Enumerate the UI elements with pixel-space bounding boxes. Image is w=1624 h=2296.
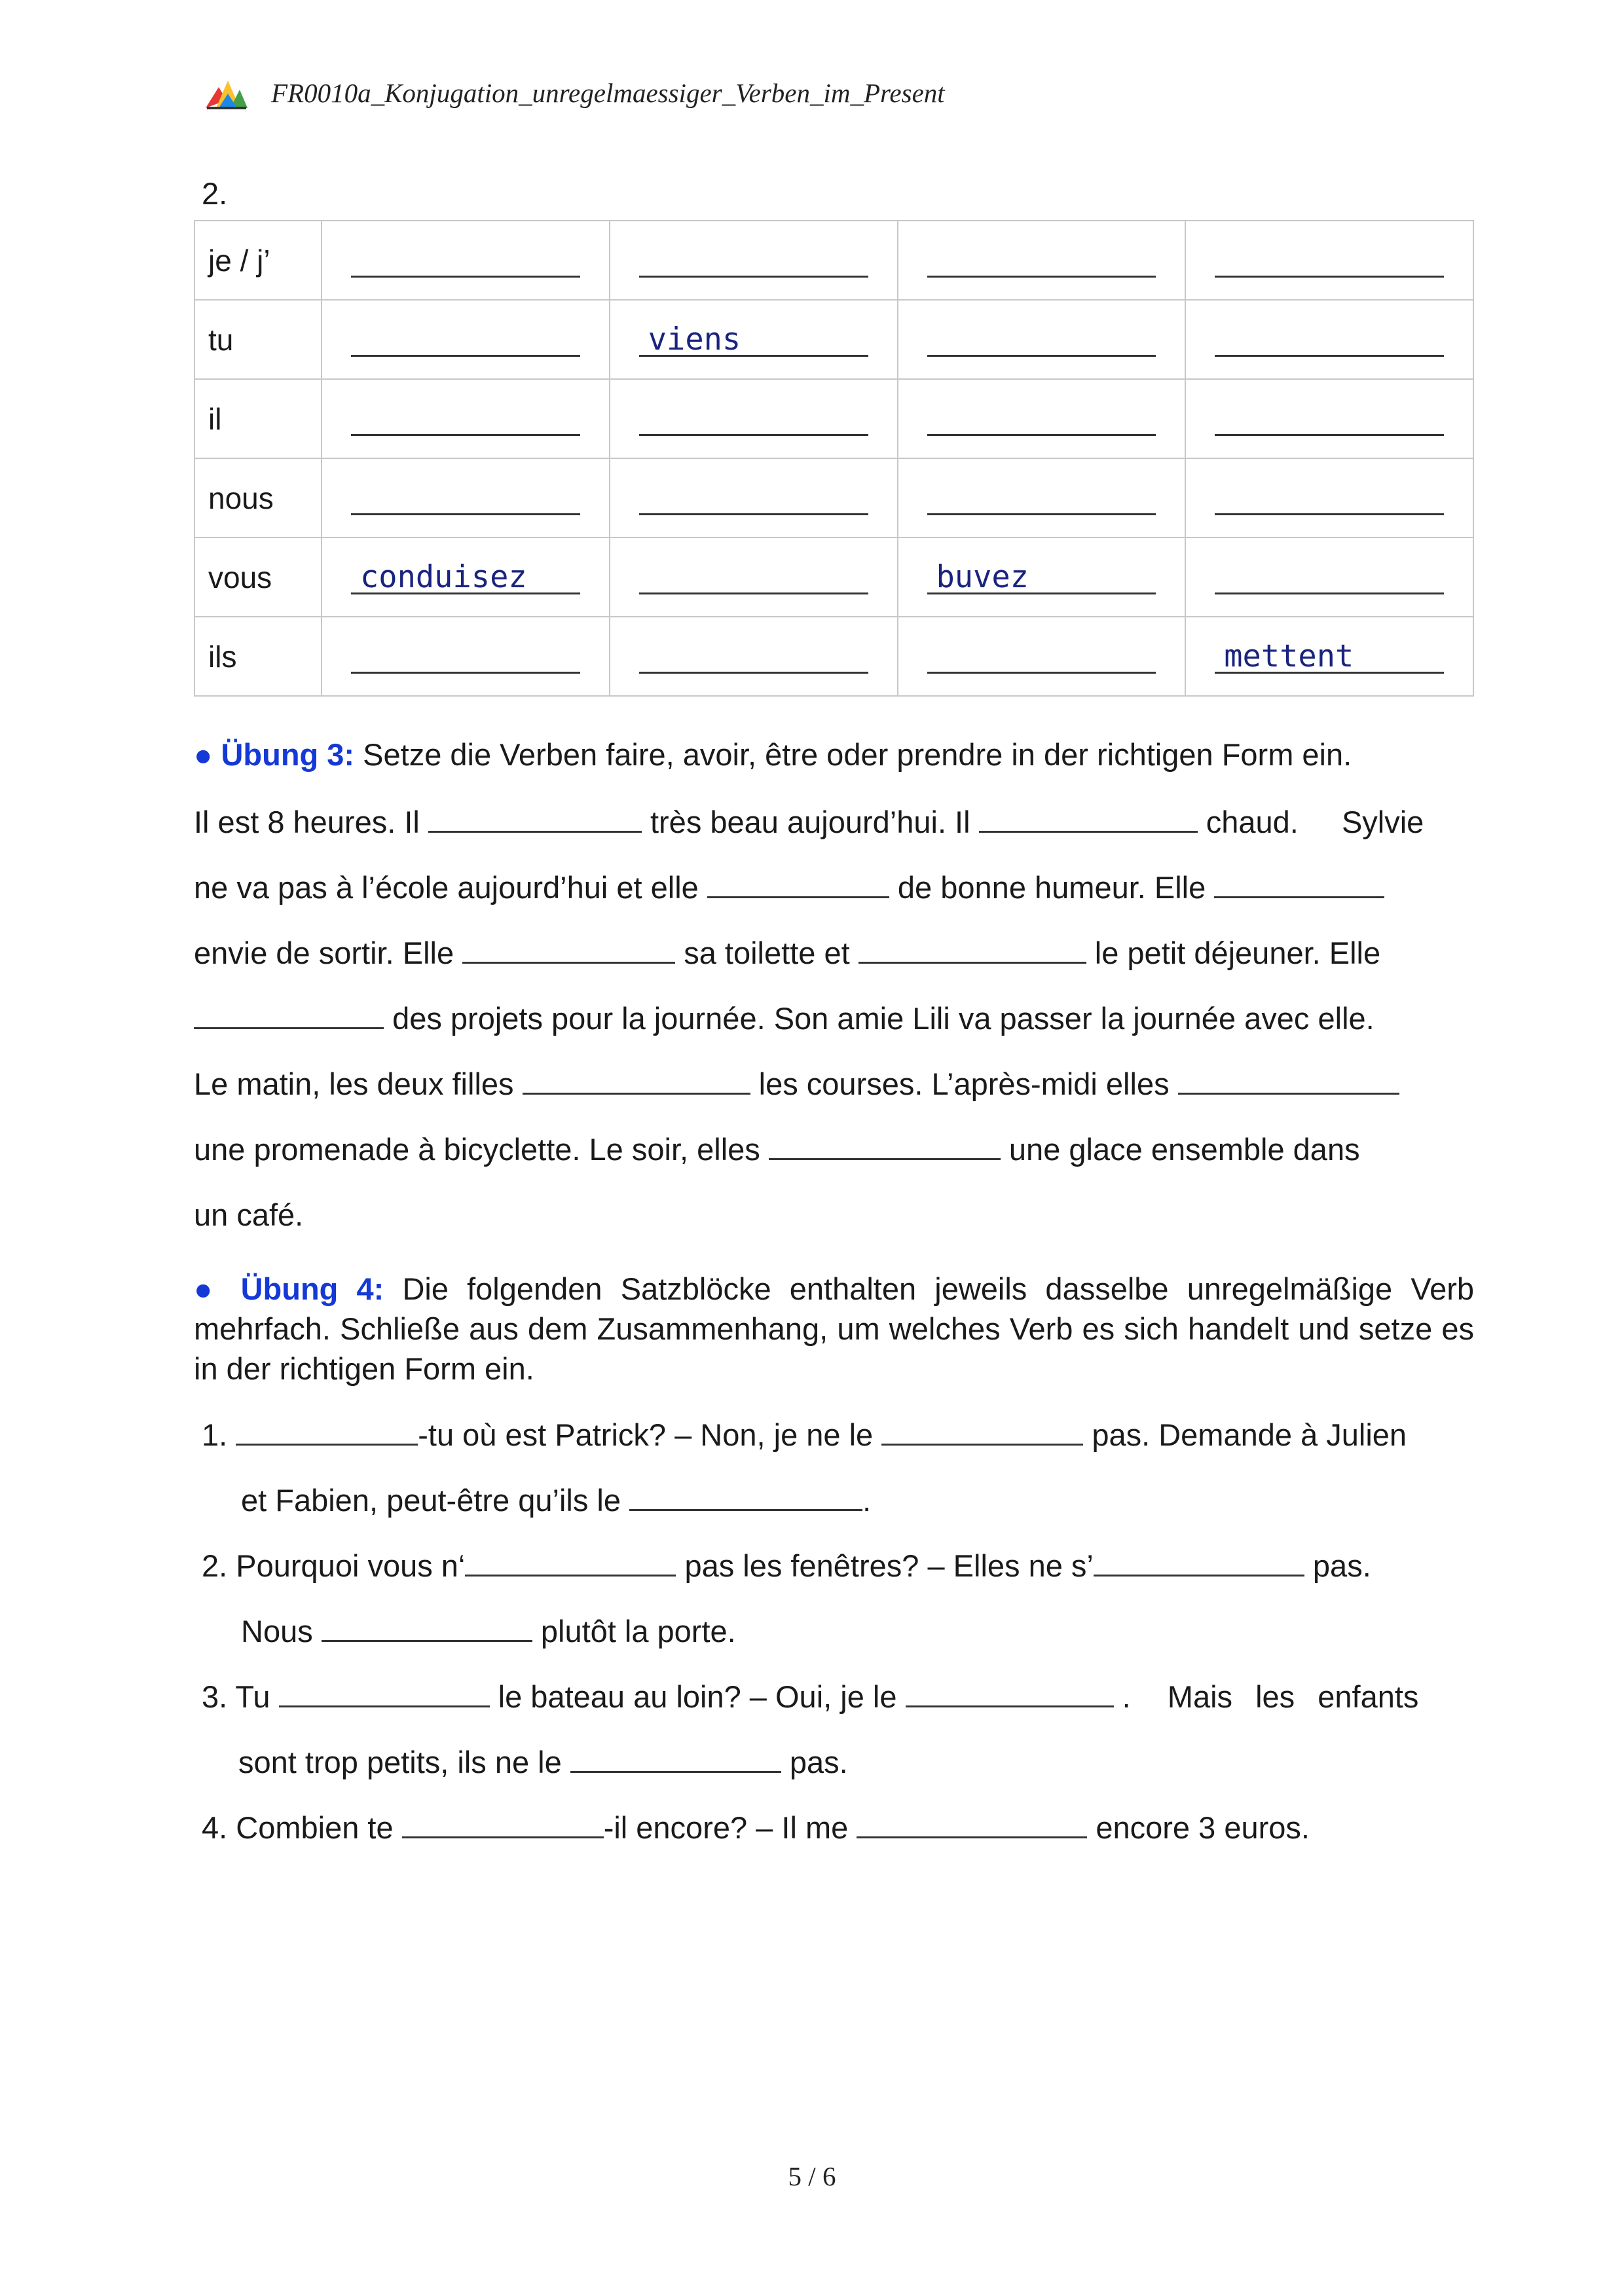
answer-cell[interactable]: [322, 538, 610, 617]
answer-cell[interactable]: [610, 617, 898, 696]
exercise-3-line: [194, 920, 1474, 986]
answer-cell[interactable]: [1185, 538, 1473, 617]
text: Combien te: [236, 1810, 394, 1845]
blank-input[interactable]: [236, 1415, 418, 1446]
answer-cell[interactable]: [610, 221, 898, 300]
text: Il est 8 heures. Il: [194, 805, 420, 839]
blank-input[interactable]: [1214, 867, 1384, 898]
exercise-4-item: [202, 1533, 1474, 1599]
exercise-3-line: [194, 1182, 1474, 1248]
blank-input[interactable]: [322, 1611, 532, 1642]
blank-input[interactable]: [769, 1129, 1001, 1160]
text: Pourquoi vous n‘: [236, 1548, 466, 1583]
answer-cell[interactable]: [898, 379, 1186, 458]
exercise-4-item: [202, 1402, 1474, 1468]
handwritten-answer: mettent: [1224, 638, 1354, 674]
answer-cell[interactable]: [898, 617, 1186, 696]
exercise-4-intro: [194, 1269, 1474, 1389]
table-row: [194, 379, 1473, 458]
exercise-3-heading: [194, 735, 1352, 774]
blank-input[interactable]: [402, 1808, 604, 1838]
answer-cell[interactable]: [1185, 221, 1473, 300]
text: .: [862, 1483, 872, 1518]
blank-line: [1215, 513, 1444, 515]
blank-line: [1215, 355, 1444, 357]
blank-line: [927, 355, 1156, 357]
answer-cell[interactable]: [610, 379, 898, 458]
exercise-4-item: [202, 1795, 1474, 1861]
exercise-4-label: Übung 4:: [240, 1271, 384, 1306]
blank-line: [639, 276, 868, 278]
item-number: 3.: [202, 1679, 228, 1714]
exercise-3-label: Übung 3:: [221, 737, 355, 772]
text: pas.: [789, 1745, 848, 1779]
answer-cell[interactable]: [322, 617, 610, 696]
exercise-3-line: [194, 855, 1474, 920]
blank-line: [351, 513, 580, 515]
text: pas. Demande à Julien: [1092, 1417, 1407, 1452]
page-number: 5 / 6: [788, 2161, 836, 2191]
answer-cell[interactable]: [898, 458, 1186, 538]
blank-line: [351, 276, 580, 278]
pronoun-cell: vous: [194, 538, 322, 617]
blank-line: [1215, 276, 1444, 278]
blank-line: [927, 434, 1156, 436]
text: chaud.: [1206, 805, 1299, 839]
page-header: [204, 73, 945, 113]
answer-cell[interactable]: [322, 221, 610, 300]
bullet-icon: ●: [194, 1271, 223, 1306]
blank-input[interactable]: [858, 933, 1086, 964]
text: encore 3 euros.: [1096, 1810, 1310, 1845]
exercise-4-item-continued: [241, 1599, 1472, 1664]
table-row: [194, 538, 1473, 617]
table-row: [194, 221, 1473, 300]
text: des projets pour la journée. Son amie Lili va passer la journée avec elle.: [392, 1001, 1375, 1036]
answer-cell[interactable]: [610, 538, 898, 617]
text: et Fabien, peut-être qu’ils le: [241, 1483, 621, 1518]
exercise-4-item: [202, 1664, 1474, 1730]
answer-cell[interactable]: [322, 300, 610, 379]
exercise-4-item-continued: [238, 1730, 1469, 1795]
text: un café.: [194, 1197, 304, 1232]
text: Nous: [241, 1614, 313, 1649]
blank-line: [927, 672, 1156, 674]
text: très beau aujourd’hui. Il: [650, 805, 970, 839]
blank-input[interactable]: [906, 1677, 1114, 1707]
blank-line: [351, 355, 580, 357]
text: Tu: [235, 1679, 270, 1714]
exercise-4-item-continued: [241, 1468, 1472, 1533]
answer-cell[interactable]: [1185, 617, 1473, 696]
answer-cell[interactable]: [322, 458, 610, 538]
pronoun-cell: tu: [194, 300, 322, 379]
pronoun-cell: nous: [194, 458, 322, 538]
text: sa toilette et: [684, 936, 850, 970]
blank-input[interactable]: [1094, 1546, 1304, 1576]
blank-line: [639, 672, 868, 674]
item-number: 4.: [202, 1810, 228, 1845]
exercise-3-line: [194, 1117, 1474, 1182]
answer-cell[interactable]: [898, 300, 1186, 379]
text: de bonne humeur. Elle: [897, 870, 1206, 905]
blank-input[interactable]: [194, 998, 384, 1029]
document-title: FR0010a_Konjugation_unregelmaessiger_Verben_im_Present: [271, 78, 945, 108]
exercise-3-line: [194, 790, 1474, 855]
answer-cell[interactable]: [1185, 379, 1473, 458]
table-row: [194, 617, 1473, 696]
blank-line: [1215, 434, 1444, 436]
blank-line: [639, 434, 868, 436]
blank-line: [351, 434, 580, 436]
blank-input[interactable]: [857, 1808, 1087, 1838]
blank-input[interactable]: [1178, 1064, 1399, 1095]
text: le petit déjeuner. Elle: [1094, 936, 1381, 970]
handwritten-answer: buvez: [936, 559, 1029, 595]
answer-cell[interactable]: [898, 538, 1186, 617]
answer-cell[interactable]: [610, 458, 898, 538]
text: Mais les enfants: [1167, 1679, 1419, 1714]
handwritten-answer: viens: [648, 321, 741, 357]
blank-line: [927, 513, 1156, 515]
item-number: 2.: [202, 1548, 228, 1583]
blank-line: [639, 513, 868, 515]
blank-input[interactable]: [462, 933, 675, 964]
logo-icon: [204, 75, 249, 111]
pronoun-cell: ils: [194, 617, 322, 696]
blank-input[interactable]: [465, 1546, 676, 1576]
text: le bateau au loin? – Oui, je le: [498, 1679, 897, 1714]
answer-cell[interactable]: [1185, 300, 1473, 379]
bullet-icon: ●: [194, 737, 213, 772]
blank-line: [927, 276, 1156, 278]
blank-input[interactable]: [629, 1480, 862, 1511]
text: envie de sortir. Elle: [194, 936, 454, 970]
table-row: [194, 300, 1473, 379]
blank-input[interactable]: [279, 1677, 490, 1707]
text: une glace ensemble dans: [1008, 1132, 1360, 1167]
item-number: 1.: [202, 1417, 228, 1452]
text: les courses. L’après-midi elles: [758, 1066, 1170, 1101]
exercise-3-line: [194, 1051, 1474, 1117]
blank-input[interactable]: [881, 1415, 1083, 1446]
blank-line: [351, 672, 580, 674]
text: .: [1122, 1679, 1131, 1714]
pronoun-cell: il: [194, 379, 322, 458]
blank-input[interactable]: [707, 867, 889, 898]
blank-input[interactable]: [428, 802, 642, 833]
answer-cell[interactable]: [610, 300, 898, 379]
answer-cell[interactable]: [898, 221, 1186, 300]
text: -il encore? – Il me: [603, 1810, 849, 1845]
section-number: 2.: [202, 176, 228, 211]
text: une promenade à bicyclette. Le soir, elles: [194, 1132, 760, 1167]
text: Le matin, les deux filles: [194, 1066, 514, 1101]
exercise-4-instruction: Die folgenden Satzblöcke enthalten jeweils dasselbe unregelmäßige Verb mehrfach. Schließe aus dem Zusammenhang, um welches Verb es sich handelt und setze es in der richtigen Form ein.: [194, 1271, 1475, 1386]
text: -tu où est Patrick? – Non, je ne le: [418, 1417, 874, 1452]
text: sont trop petits, ils ne le: [238, 1745, 562, 1779]
text: plutôt la porte.: [540, 1614, 736, 1649]
text: pas les fenêtres? – Elles ne s’: [684, 1548, 1094, 1583]
exercise-3-instruction: Setze die Verben faire, avoir, être oder prendre in der richtigen Form ein.: [363, 737, 1352, 772]
pronoun-cell: je / j’: [194, 221, 322, 300]
text: pas.: [1312, 1548, 1371, 1583]
blank-line: [1215, 592, 1444, 594]
blank-line: [639, 592, 868, 594]
answer-cell[interactable]: [322, 379, 610, 458]
blank-input[interactable]: [523, 1064, 750, 1095]
conjugation-table: [194, 220, 1474, 697]
table-row: [194, 458, 1473, 538]
blank-input[interactable]: [979, 802, 1198, 833]
exercise-3-line: [194, 986, 1474, 1051]
handwritten-answer: conduisez: [360, 559, 527, 595]
text: ne va pas à l’école aujourd’hui et elle: [194, 870, 699, 905]
blank-input[interactable]: [570, 1742, 781, 1773]
answer-cell[interactable]: [1185, 458, 1473, 538]
text: Sylvie: [1341, 805, 1424, 839]
